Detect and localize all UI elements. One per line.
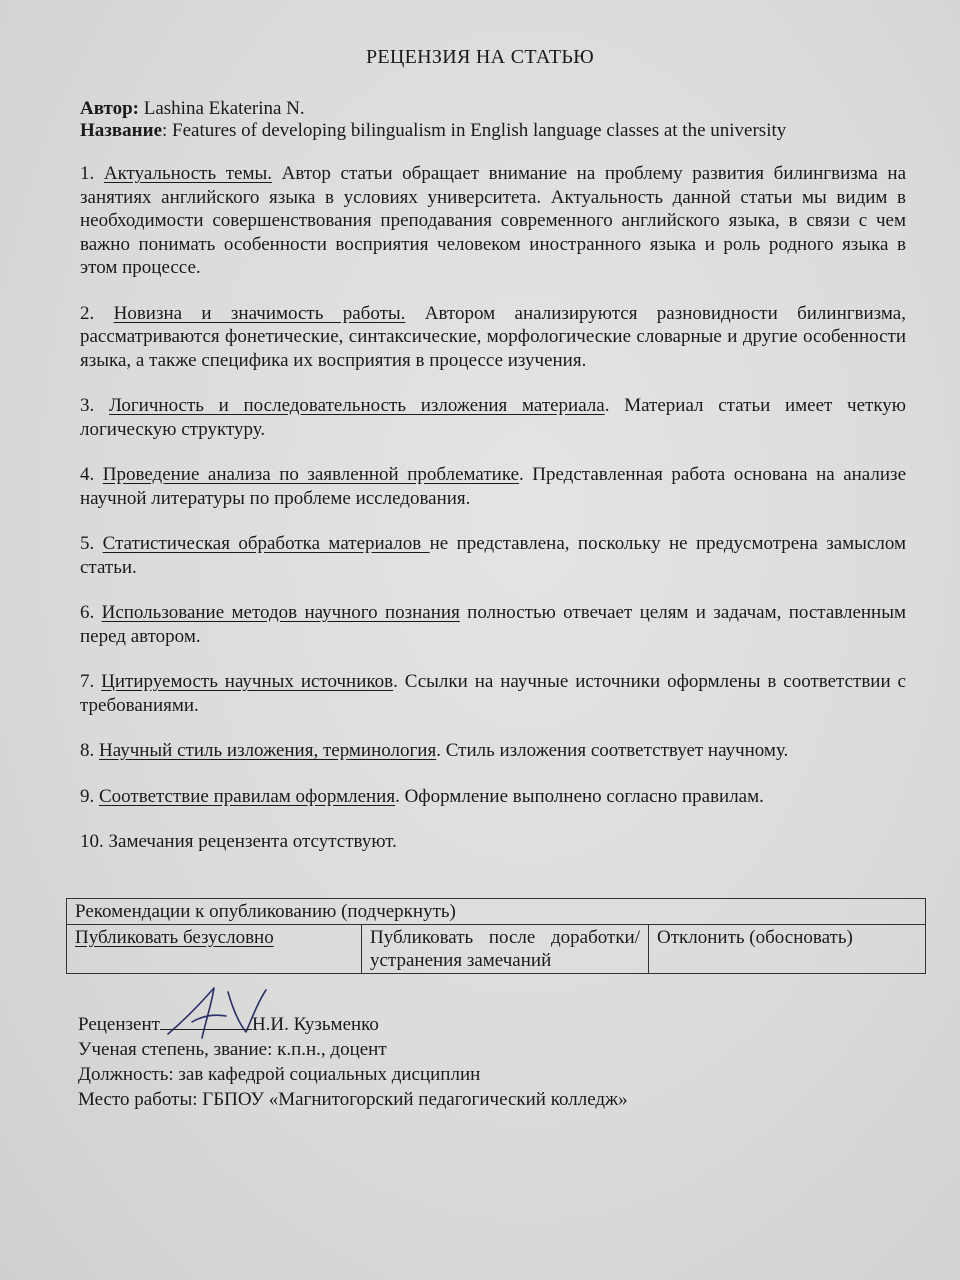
criterion-10	[80, 830, 906, 854]
criterion-number: 2.	[80, 302, 95, 324]
reviewer-workplace: Место работы: ГБПОУ «Магнитогорский педагогический колледж»	[78, 1089, 628, 1110]
article-meta	[80, 98, 880, 142]
criterion-number: 6.	[80, 602, 95, 623]
criterion-text: . Представленная работа основана на анализе научной литературы по проблеме исследования.	[80, 464, 906, 509]
criterion-text: Замечания рецензента отсутствуют.	[103, 831, 397, 852]
option-reject: Отклонить (обосновать)	[649, 925, 926, 974]
criterion-heading: Соответствие правилам оформления	[99, 785, 396, 807]
criterion-heading: Цитируемость научных источников	[101, 671, 394, 692]
reviewer-position: Должность: зав кафедрой социальных дисциплин	[78, 1064, 481, 1085]
article-name-line	[80, 120, 880, 142]
criterion-heading: Актуальность темы.	[103, 163, 273, 184]
criterion-8	[80, 739, 906, 763]
criterion-number: 4.	[80, 464, 95, 485]
option-publish-after-revision: Публиковать после доработки/устранения замечаний	[362, 925, 649, 974]
criterion-number: 1.	[80, 163, 95, 184]
author-value: Lashina Ekaterina N.	[143, 98, 305, 119]
option-publish-unconditionally: Публиковать безусловно	[67, 925, 362, 974]
recommendation-table	[66, 898, 926, 974]
criterion-2	[80, 302, 906, 373]
review-criteria	[80, 162, 906, 854]
reviewer-name: Н.И. Кузьменко	[251, 1014, 379, 1035]
signature-line	[160, 1011, 252, 1030]
criterion-heading: Проведение анализа по заявленной проблематике	[102, 464, 520, 485]
criterion-5	[80, 532, 906, 579]
author-label: Автор:	[80, 98, 139, 119]
criterion-text: полностью отвечает целям и задачам, поставленным перед автором.	[80, 602, 907, 647]
article-name-value: : Features of developing bilingualism in English language classes at the university	[162, 120, 787, 141]
criterion-heading: Новизна и значимость работы.	[113, 302, 406, 324]
criterion-7	[80, 670, 906, 717]
document-title: РЕЦЕНЗИЯ НА СТАТЬЮ	[365, 46, 595, 68]
reviewer-block	[78, 1011, 918, 1112]
criterion-heading: Статистическая обработка материалов	[102, 533, 430, 554]
criterion-heading: Научный стиль изложения, терминология	[99, 740, 437, 761]
criterion-number: 7.	[80, 671, 95, 692]
criterion-4	[80, 463, 906, 510]
criterion-number: 9.	[80, 785, 95, 807]
reviewer-degree: Ученая степень, звание: к.п.н., доцент	[78, 1039, 387, 1060]
criterion-6	[80, 601, 906, 648]
reviewer-label: Рецензент	[78, 1014, 160, 1035]
criterion-heading: Логичность и последовательность изложения материала	[108, 395, 605, 416]
recommendation-header: Рекомендации к опубликованию (подчеркнуть)	[67, 899, 926, 925]
article-name-label: Название	[80, 120, 163, 141]
criterion-9	[80, 785, 906, 809]
criterion-1	[80, 162, 906, 280]
criterion-text: не представлена, поскольку не предусмотрена замыслом статьи.	[80, 533, 907, 578]
criterion-heading: Использование методов научного познания	[101, 602, 460, 623]
criterion-text: . Стиль изложения соответствует научному.	[436, 740, 789, 761]
criterion-text: Автором анализируются разновидности билингвизма, рассматриваются фонетические, синтаксические, морфологические словарные и другие особенности языка, а также специфика их восприятия в процессе изучения.	[80, 302, 906, 371]
criterion-3	[80, 394, 906, 441]
criterion-number: 5.	[80, 533, 95, 554]
criterion-number: 10.	[80, 831, 104, 852]
criterion-text: . Материал статьи имеет четкую логическую структуру.	[80, 395, 906, 440]
criterion-number: 8.	[80, 740, 95, 761]
criterion-text: . Ссылки на научные источники оформлены в соответствии с требованиями.	[80, 671, 906, 716]
author-line	[80, 98, 880, 120]
reviewer-line	[78, 1011, 918, 1037]
criterion-text: Автор статьи обращает внимание на проблему развития билингвизма на занятиях английского языка в условиях университета. Актуальность данной статьи мы видим в необходимости совершенствования преподавания современного английского языка, в связи с чем важно понимать особенности восприятия человеком иностранного языка и роль родного языка в этом процессе.	[80, 163, 906, 278]
criterion-number: 3.	[80, 395, 95, 416]
criterion-text: . Оформление выполнено согласно правилам.	[395, 785, 764, 807]
